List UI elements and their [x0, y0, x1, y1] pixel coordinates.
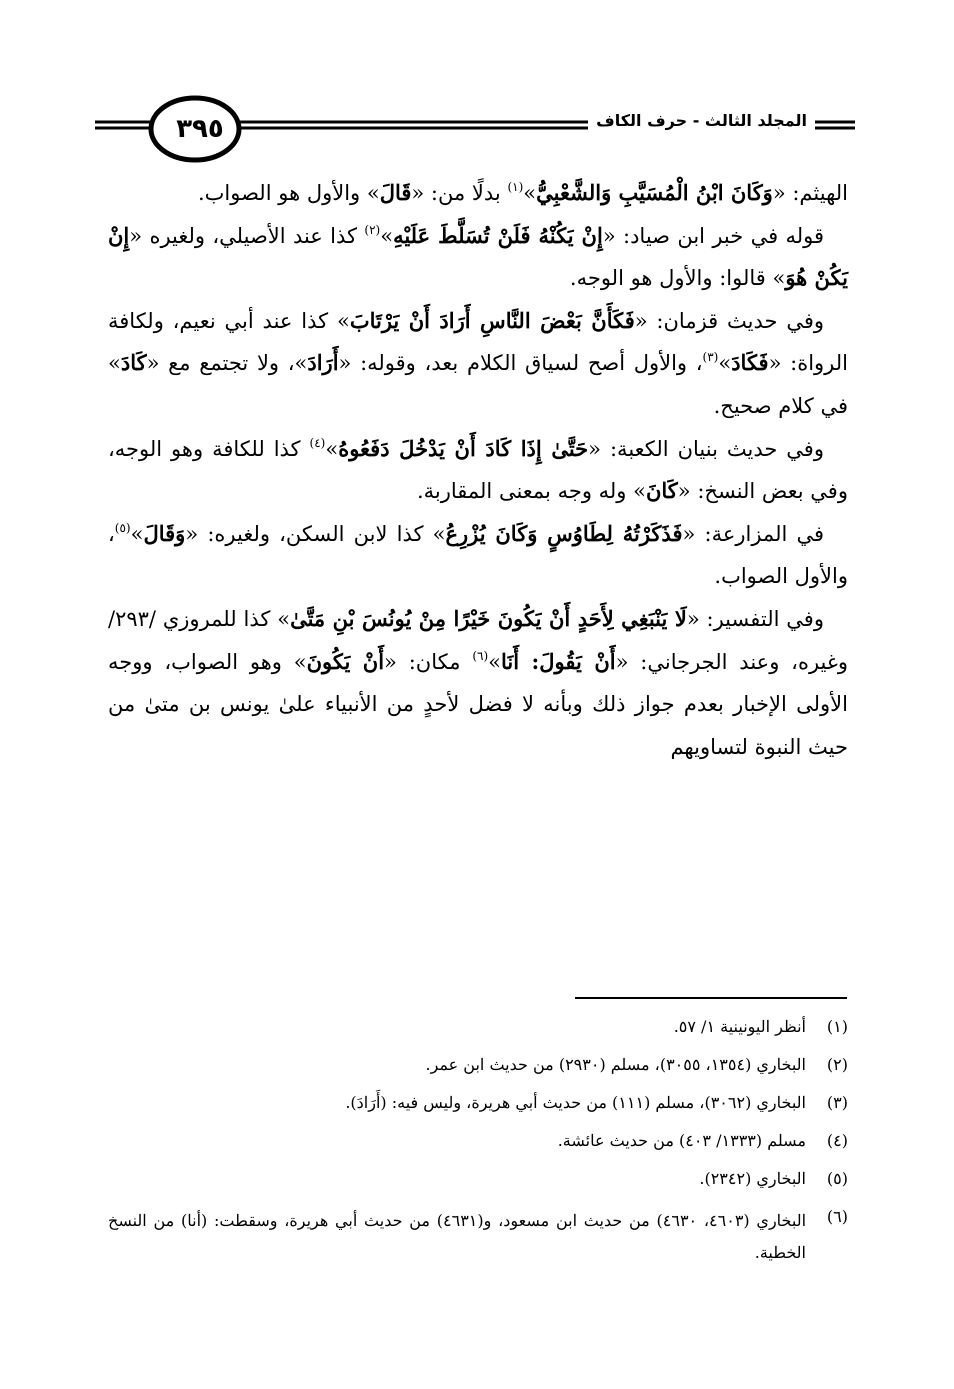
- footnote-number: (٤): [826, 1131, 848, 1150]
- hadith-quote: فَذَكَرْتُهُ لِطَاوُسٍ وَكَانَ يُزْرِعُ: [445, 520, 683, 546]
- page-header: [95, 85, 855, 180]
- footnote-ref: (٥): [114, 520, 131, 535]
- paragraph-text: بدلًا من: «: [411, 181, 508, 205]
- page-number: ٣٩٥: [176, 114, 224, 144]
- paragraph-text: كذا عند الأصيلي، ولغيره «: [129, 223, 365, 248]
- paragraph-text: وفي حديث قزمان: «: [634, 308, 824, 333]
- paragraph-text: »: [488, 649, 501, 674]
- hadith-quote: إِنْ يَكُنْهُ فَلَنْ تُسَلَّطَ عَلَيْهِ: [393, 222, 603, 248]
- footnotes: [108, 1015, 848, 1283]
- hadith-quote: قَالَ: [379, 180, 412, 205]
- footnote-number: (٢): [826, 1055, 848, 1074]
- paragraph-text: » كذا عند أبي نعيم، ولكافة الرواة: «: [108, 308, 848, 376]
- hadith-quote: فَكَأَنَّ بَعْضَ النَّاسِ أَرَادَ أَنْ يَرْتَابَ: [349, 307, 635, 333]
- hadith-quote: إِنْ يَكُنْ هُوَ: [108, 222, 848, 291]
- paragraph-text: »: [380, 223, 394, 248]
- main-text: [108, 172, 848, 768]
- footnote: [108, 1053, 848, 1077]
- paragraph-text: »، ولا تجتمع مع «: [146, 351, 308, 376]
- footnote-text: البخاري (٣٠٦٢)، مسلم (١١١) من حديث أبي هريرة، وليس فيه: (أَرَادَ).: [345, 1093, 806, 1112]
- hadith-quote: كَادَ: [120, 350, 147, 376]
- paragraph-text: »: [130, 521, 144, 546]
- paragraph-text: » قالوا: والأول هو الوجه.: [569, 266, 786, 291]
- footnote: [108, 1167, 848, 1191]
- paragraph-text: » كذا لابن السكن، ولغيره: «: [185, 521, 446, 546]
- paragraph-text: مكان: «: [384, 649, 473, 674]
- hadith-quote: أَنْ يَكُونَ: [306, 648, 385, 674]
- footnote: [108, 1015, 848, 1039]
- paragraph-text: ، والأول الصواب.: [108, 521, 848, 589]
- paragraph-text: »: [523, 181, 537, 205]
- hadith-quote: أَرَادَ: [307, 350, 339, 376]
- hadith-quote: وَقَالَ: [143, 520, 186, 546]
- footnote-text: البخاري (١٣٥٤، ٣٠٥٥)، مسلم (٢٩٣٠) من حديث ابن عمر.: [425, 1055, 806, 1074]
- footnote-number: (٥): [826, 1169, 848, 1188]
- footnote-number: (٦): [826, 1207, 848, 1226]
- paragraph-text: وفي التفسير: «: [686, 606, 824, 631]
- footnote-text: مسلم (١٣٣٣/ ٤٠٣) من حديث عائشة.: [557, 1131, 806, 1150]
- paragraph-text: كذا للكافة وهو الوجه، وفي بعض النسخ: «: [108, 436, 848, 504]
- paragraph-text: » وهو الصواب، ووجه الأولى الإخبار بعدم جواز ذلك وبأنه لا فضل لأحدٍ من الأنبياء علىٰ يونس بن متىٰ من حيث النبوة لتساويهم: [108, 649, 848, 759]
- footnote: [108, 1129, 848, 1153]
- footnote-text: البخاري (٤٦٠٣، ٤٦٣٠) من حديث ابن مسعود، و(٤٦٣١) من حديث أبي هريرة، وسقطت: (أنا) من النسخ الخطية.: [108, 1211, 807, 1262]
- paragraph: [108, 215, 848, 300]
- paragraph: [108, 513, 848, 598]
- footnote-number: (٣): [826, 1093, 848, 1112]
- footnote-text: البخاري (٢٣٤٢).: [699, 1169, 806, 1188]
- paragraph-text: »: [718, 351, 732, 376]
- paragraph-text: » وله وجه بمعنى المقاربة.: [416, 479, 646, 504]
- paragraph: [108, 428, 848, 513]
- hadith-quote: لَا يَنْبَغِي لِأَحَدٍ أَنْ يَكُونَ خَيْرًا مِنْ يُونُسَ بْنِ مَتَّىٰ: [290, 605, 687, 631]
- footnote-number: (١): [826, 1017, 848, 1036]
- footnote-text: أنظر اليونينية ١/ ٥٧.: [673, 1017, 806, 1036]
- paragraph-text: » والأول هو الصواب.: [197, 181, 380, 205]
- paragraph-text: » كذا للمروزي /٢٩٣/ وغيره، وعند الجرجاني: «: [108, 606, 848, 674]
- footnote: [108, 1091, 848, 1115]
- hadith-quote: كَانَ: [645, 478, 678, 504]
- hadith-quote: حَتَّىٰ إِذَا كَادَ أَنْ يَدْخُلَ دَفَعُوهُ: [338, 435, 589, 461]
- footnote-ref: (٣): [702, 350, 719, 365]
- paragraph-text: الهيثم: «: [772, 181, 848, 205]
- paragraph: [108, 300, 848, 428]
- hadith-quote: وَكَانَ ابْنُ الْمُسَيَّبِ وَالشَّعْبِيُّ: [536, 180, 773, 205]
- paragraph-text: قوله في خبر ابن صياد: «: [602, 223, 825, 248]
- paragraph: [108, 598, 848, 768]
- footnote-separator: [575, 997, 847, 999]
- footnote: [108, 1205, 848, 1269]
- hadith-quote: فَكَادَ: [731, 350, 769, 376]
- footnote-ref: (٤): [309, 435, 326, 450]
- paragraph-text: »: [325, 436, 339, 461]
- footnote-ref: (٢): [364, 222, 381, 237]
- paragraph-text: في المزارعة: «: [682, 521, 825, 546]
- hadith-quote: أَنْ يَقُولَ: أَنَا: [501, 648, 616, 674]
- paragraph-text: » في كلام صحيح.: [108, 351, 848, 418]
- paragraph-text: ، والأول أصح لسياق الكلام بعد، وقوله: «: [338, 351, 703, 376]
- footnote-ref: (١): [507, 180, 524, 194]
- footnote-ref: (٦): [472, 648, 489, 663]
- running-head: المجلد الثالث - حرف الكاف: [588, 111, 815, 130]
- paragraph-text: وفي حديث بنيان الكعبة: «: [588, 436, 824, 461]
- paragraph: [108, 172, 848, 215]
